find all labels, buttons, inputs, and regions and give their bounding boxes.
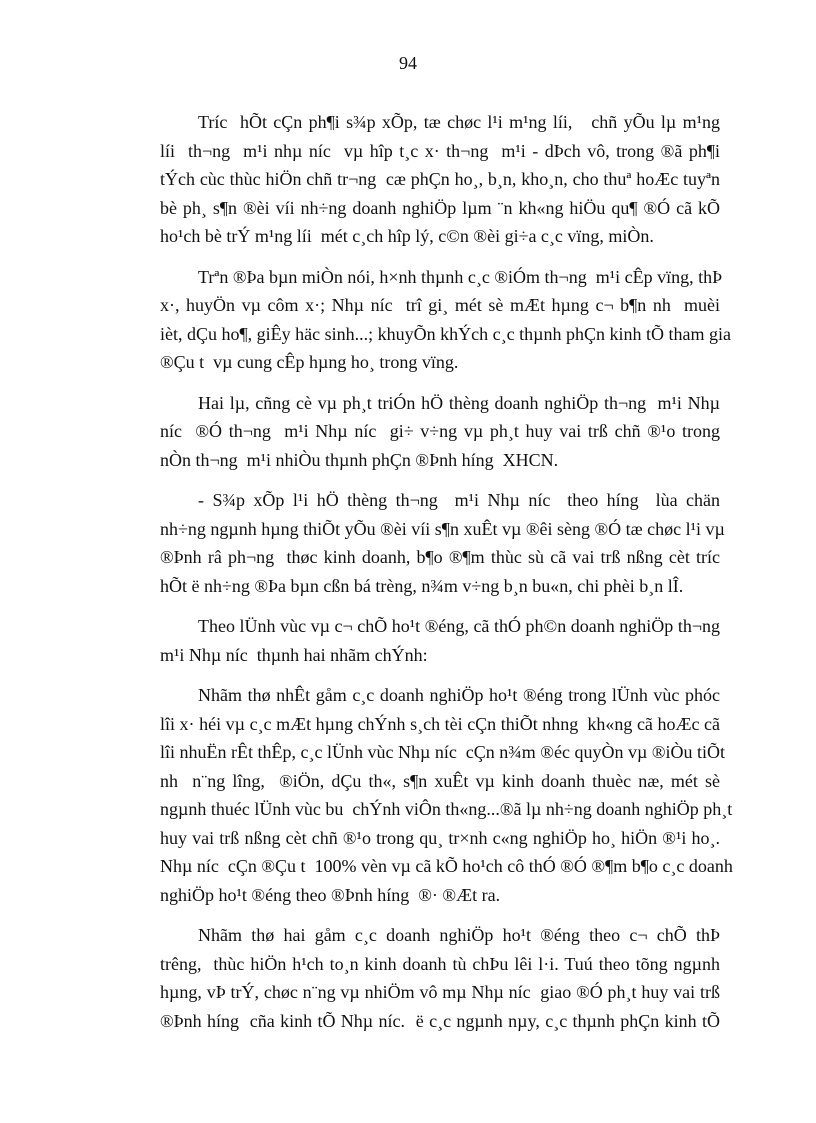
text-line: m¹i Nhµ níc thµnh hai nhãm chÝnh: [160,644,428,665]
text-line: ®Çu t vµ cung cÊp hµng ho¸ trong vïng. [160,352,459,372]
text-line: - S¾p xÕp l¹i hÖ thèng th¬ng m¹i Nhµ níc theo híng lùa chän [198,490,720,510]
text-line: Trªn ®Þa bµn miÒn nói, h×nh thµnh c¸c ®iÓm th¬ng m¹i cÊp vïng, thÞ [198,266,723,287]
text-line: ho¹ch bè trÝ m¹ng líi mét c¸ch hîp lý, c©n ®èi gi÷a c¸c vïng, miÒn. [160,226,654,246]
text-line: ®Þnh râ ph¬ng thøc kinh doanh, b¶o ®¶m thùc sù cã vai trß nßng cèt tríc [160,547,720,567]
page-number: 94 [399,53,417,73]
text-line: Theo lÜnh vùc vµ c¬ chÕ ho¹t ®éng, cã thÓ ph©n doanh nghiÖp th¬ng [198,616,720,636]
text-line: Tríc hÕt cÇn ph¶i s¾p xÕp, tæ chøc l¹i m¹ng líi, chñ yÕu lµ m¹ng [198,112,720,132]
text-line: nghiÖp ho¹t ®éng theo ®Þnh híng ®· ®Æt ra. [160,884,501,905]
text-line: lîi x· héi vµ c¸c mÆt hµng chÝnh s¸ch tèi cÇn thiÕt nhng kh«ng cã hoÆc cã [160,713,720,734]
text-line: nh n¨ng lîng, ®iÖn, dÇu th«, s¶n xuÊt vµ kinh doanh thuèc næ, mét sè [160,770,720,791]
paragraph-5 [160,612,720,669]
text-line: x·, huyÖn vµ côm x·; Nhµ níc trî gi¸ mét sè mÆt hµng c¬ b¶n nh muèi [160,295,720,315]
text-line: bè ph¸ s¶n ®èi víi nh÷ng doanh nghiÖp lµm ¨n kh«ng hiÖu qu¶ ®Ó cã kÕ [160,197,720,218]
paragraph-3 [160,389,720,475]
text-line: nh÷ng ngµnh hµng thiÕt yÕu ®èi víi s¶n xuÊt vµ ®êi sèng ®Ó tæ chøc l¹i vµ [160,518,725,539]
paragraph-1 [160,108,720,251]
paragraph-7 [160,921,720,1035]
text-line: nÒn th¬ng m¹i nhiÒu thµnh phÇn ®Þnh híng XHCN. [160,449,559,470]
text-line: huy vai trß nßng cèt chñ ®¹o trong qu¸ tr×nh c«ng nghiÖp ho¸ hiÖn ®¹i ho¸. [160,827,720,848]
text-line: Nhãm thø nhÊt gåm c¸c doanh nghiÖp ho¹t ®éng trong lÜnh vùc phóc [198,685,720,705]
paragraph-2 [160,263,731,377]
text-line: Hai lµ, cñng cè vµ ph¸t triÓn hÖ thèng doanh nghiÖp th¬ng m¹i Nhµ [198,392,720,413]
text-line: ièt, dÇu ho¶, giÊy häc sinh...; khuyÕn khÝch c¸c thµnh phÇn kinh tÕ tham gia [160,323,731,344]
text-line: hµng, vÞ trÝ, chøc n¨ng vµ nhiÖm vô mµ Nhµ níc giao ®Ó ph¸t huy vai trß [160,982,720,1002]
text-line: trêng, thùc hiÖn h¹ch to¸n kinh doanh tù chÞu lêi l·i. Tuú theo tõng ngµnh [160,953,720,974]
paragraph-4 [160,486,725,600]
text-line: ®Þnh híng cña kinh tÕ Nhµ níc. ë c¸c ngµnh nµy, c¸c thµnh phÇn kinh tÕ [160,1010,720,1031]
text-line: líi th¬ng m¹i nhµ níc vµ hîp t¸c x· th¬ng m¹i - dÞch vô, trong ®ã ph¶i [160,140,720,161]
text-line: Nhµ níc cÇn ®Çu t 100% vèn vµ cã kÕ ho¹ch cô thÓ ®Ó ®¶m b¶o c¸c doanh [160,856,733,876]
text-line: níc ®Ó th¬ng m¹i Nhµ níc gi÷ v÷ng vµ ph¸t huy vai trß chñ ®¹o trong [160,421,720,441]
text-line: tÝch cùc thùc hiÖn chñ tr¬ng cæ phÇn ho¸, b¸n, kho¸n, cho thuª hoÆc tuyªn [160,169,720,189]
text-line: Nhãm thø hai gåm c¸c doanh nghiÖp ho¹t ®éng theo c¬ chÕ thÞ [198,925,720,945]
body-text [160,108,733,1047]
text-line: lîi nhuËn rÊt thÊp, c¸c lÜnh vùc Nhµ níc cÇn n¾m ®éc quyÒn vµ ®iÒu tiÕt [160,742,726,762]
text-line: ngµnh thuéc lÜnh vùc bu chÝnh viÔn th«ng...®ã lµ nh÷ng doanh nghiÖp ph¸t [160,799,733,819]
paragraph-6 [160,681,733,909]
text-line: hÕt ë nh÷ng ®Þa bµn cßn bá trèng, n¾m v÷ng b¸n bu«n, chi phèi b¸n lÎ. [160,575,684,596]
